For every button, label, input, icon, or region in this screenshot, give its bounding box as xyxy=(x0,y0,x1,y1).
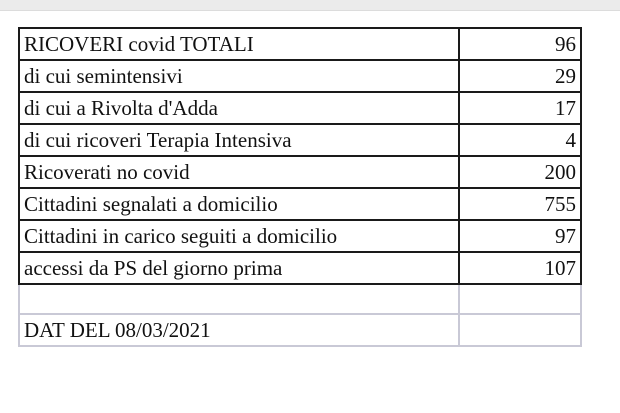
row-label: Cittadini in carico seguiti a domicilio xyxy=(19,220,459,252)
table-row xyxy=(19,92,581,124)
row-value: 96 xyxy=(459,28,581,60)
row-value: 107 xyxy=(459,252,581,284)
toolbar-strip xyxy=(0,0,620,11)
empty-cell xyxy=(459,284,581,314)
row-label: Cittadini segnalati a domicilio xyxy=(19,188,459,220)
row-value: 29 xyxy=(459,60,581,92)
empty-row xyxy=(19,284,581,314)
table-row xyxy=(19,60,581,92)
row-label: di cui a Rivolta d'Adda xyxy=(19,92,459,124)
row-label: RICOVERI covid TOTALI xyxy=(19,28,459,60)
row-value: 200 xyxy=(459,156,581,188)
table-row xyxy=(19,252,581,284)
row-label: accessi da PS del giorno prima xyxy=(19,252,459,284)
table-row xyxy=(19,188,581,220)
date-label: DAT DEL 08/03/2021 xyxy=(19,314,459,346)
stats-table xyxy=(18,27,582,347)
row-value: 17 xyxy=(459,92,581,124)
row-value: 4 xyxy=(459,124,581,156)
table-row xyxy=(19,156,581,188)
table-row xyxy=(19,28,581,60)
date-value xyxy=(459,314,581,346)
table-row xyxy=(19,124,581,156)
table-row xyxy=(19,220,581,252)
row-label: di cui ricoveri Terapia Intensiva xyxy=(19,124,459,156)
row-label: di cui semintensivi xyxy=(19,60,459,92)
empty-cell xyxy=(19,284,459,314)
row-value: 755 xyxy=(459,188,581,220)
row-value: 97 xyxy=(459,220,581,252)
row-label: Ricoverati no covid xyxy=(19,156,459,188)
data-table-container xyxy=(18,27,582,347)
date-row xyxy=(19,314,581,346)
